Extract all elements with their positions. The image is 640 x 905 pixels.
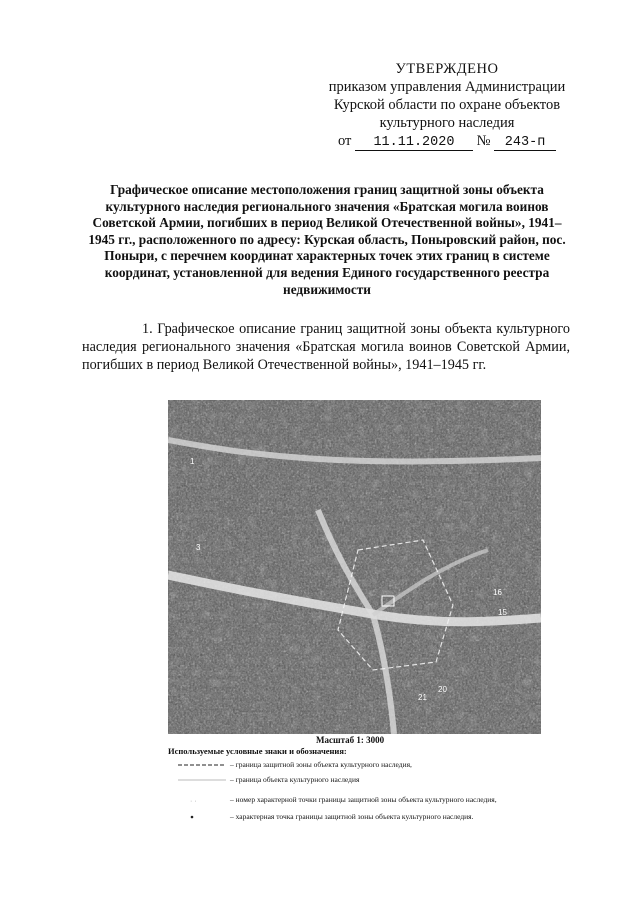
approval-date: 11.11.2020 [355, 135, 473, 151]
approval-line-2: Курской области по охране объектов [333, 97, 561, 113]
legend-item-point [176, 811, 596, 825]
approval-date-line [312, 132, 582, 151]
map-scale: Масштаб 1: 3000 [316, 735, 385, 745]
dashed-line-icon [176, 759, 228, 771]
aerial-map [168, 400, 541, 734]
approval-number: 243-п [494, 135, 556, 151]
legend-item-label: – граница объекта культурного наследия [230, 775, 360, 784]
date-prefix: от [337, 133, 352, 149]
point-number-icon [176, 794, 228, 806]
legend-item-point-number [176, 794, 596, 808]
point-label: 21 [418, 693, 427, 702]
point-label: 15 [498, 608, 507, 617]
aerial-map-image [168, 400, 541, 734]
approval-heading: УТВЕРЖДЕНО [395, 61, 499, 77]
legend-item-label: – граница защитной зоны объекта культурного наследия, [230, 760, 412, 769]
legend-item-zone-boundary [176, 759, 596, 773]
point-label: 20 [438, 685, 447, 694]
light-line-icon [176, 774, 228, 786]
approval-line-3: культурного наследия [379, 115, 515, 131]
point-label: 16 [493, 588, 502, 597]
approval-block [312, 60, 582, 151]
document-title: Графическое описание местоположения границ защитной зоны объекта культурного наследия регионального значения «Братская могила воинов Советской Армии, погибших в период Великой Отечественной войны», 1941–1945 гг., расположенного по адресу: Курская область, Поныровский район, пос. Поныри, с перечнем координат характерных точек этих границ в системе координат, установленной для ведения Единого государственного реестра недвижимости [88, 182, 566, 297]
approval-line-1: приказом управления Администрации [328, 79, 566, 95]
point-label: 3 [196, 543, 201, 552]
legend-title: Используемые условные знаки и обозначения: [168, 746, 347, 756]
point-label: 1 [190, 457, 195, 466]
point-dot-icon [176, 811, 228, 823]
legend-item-object-boundary [176, 774, 596, 788]
section-paragraph: 1. Графическое описание границ защитной зоны объекта культурного наследия регионального значения «Братская могила воинов Советской Армии, погибших в период Великой Отечественной войны», 1941–1945 гг. [82, 321, 570, 374]
legend-item-label: – характерная точка границы защитной зоны объекта культурного наследия. [230, 812, 474, 821]
legend-item-label: – номер характерной точки границы защитной зоны объекта культурного наследия, [230, 795, 497, 804]
svg-text:· ·: · · [190, 798, 197, 805]
number-prefix: № [476, 133, 491, 149]
